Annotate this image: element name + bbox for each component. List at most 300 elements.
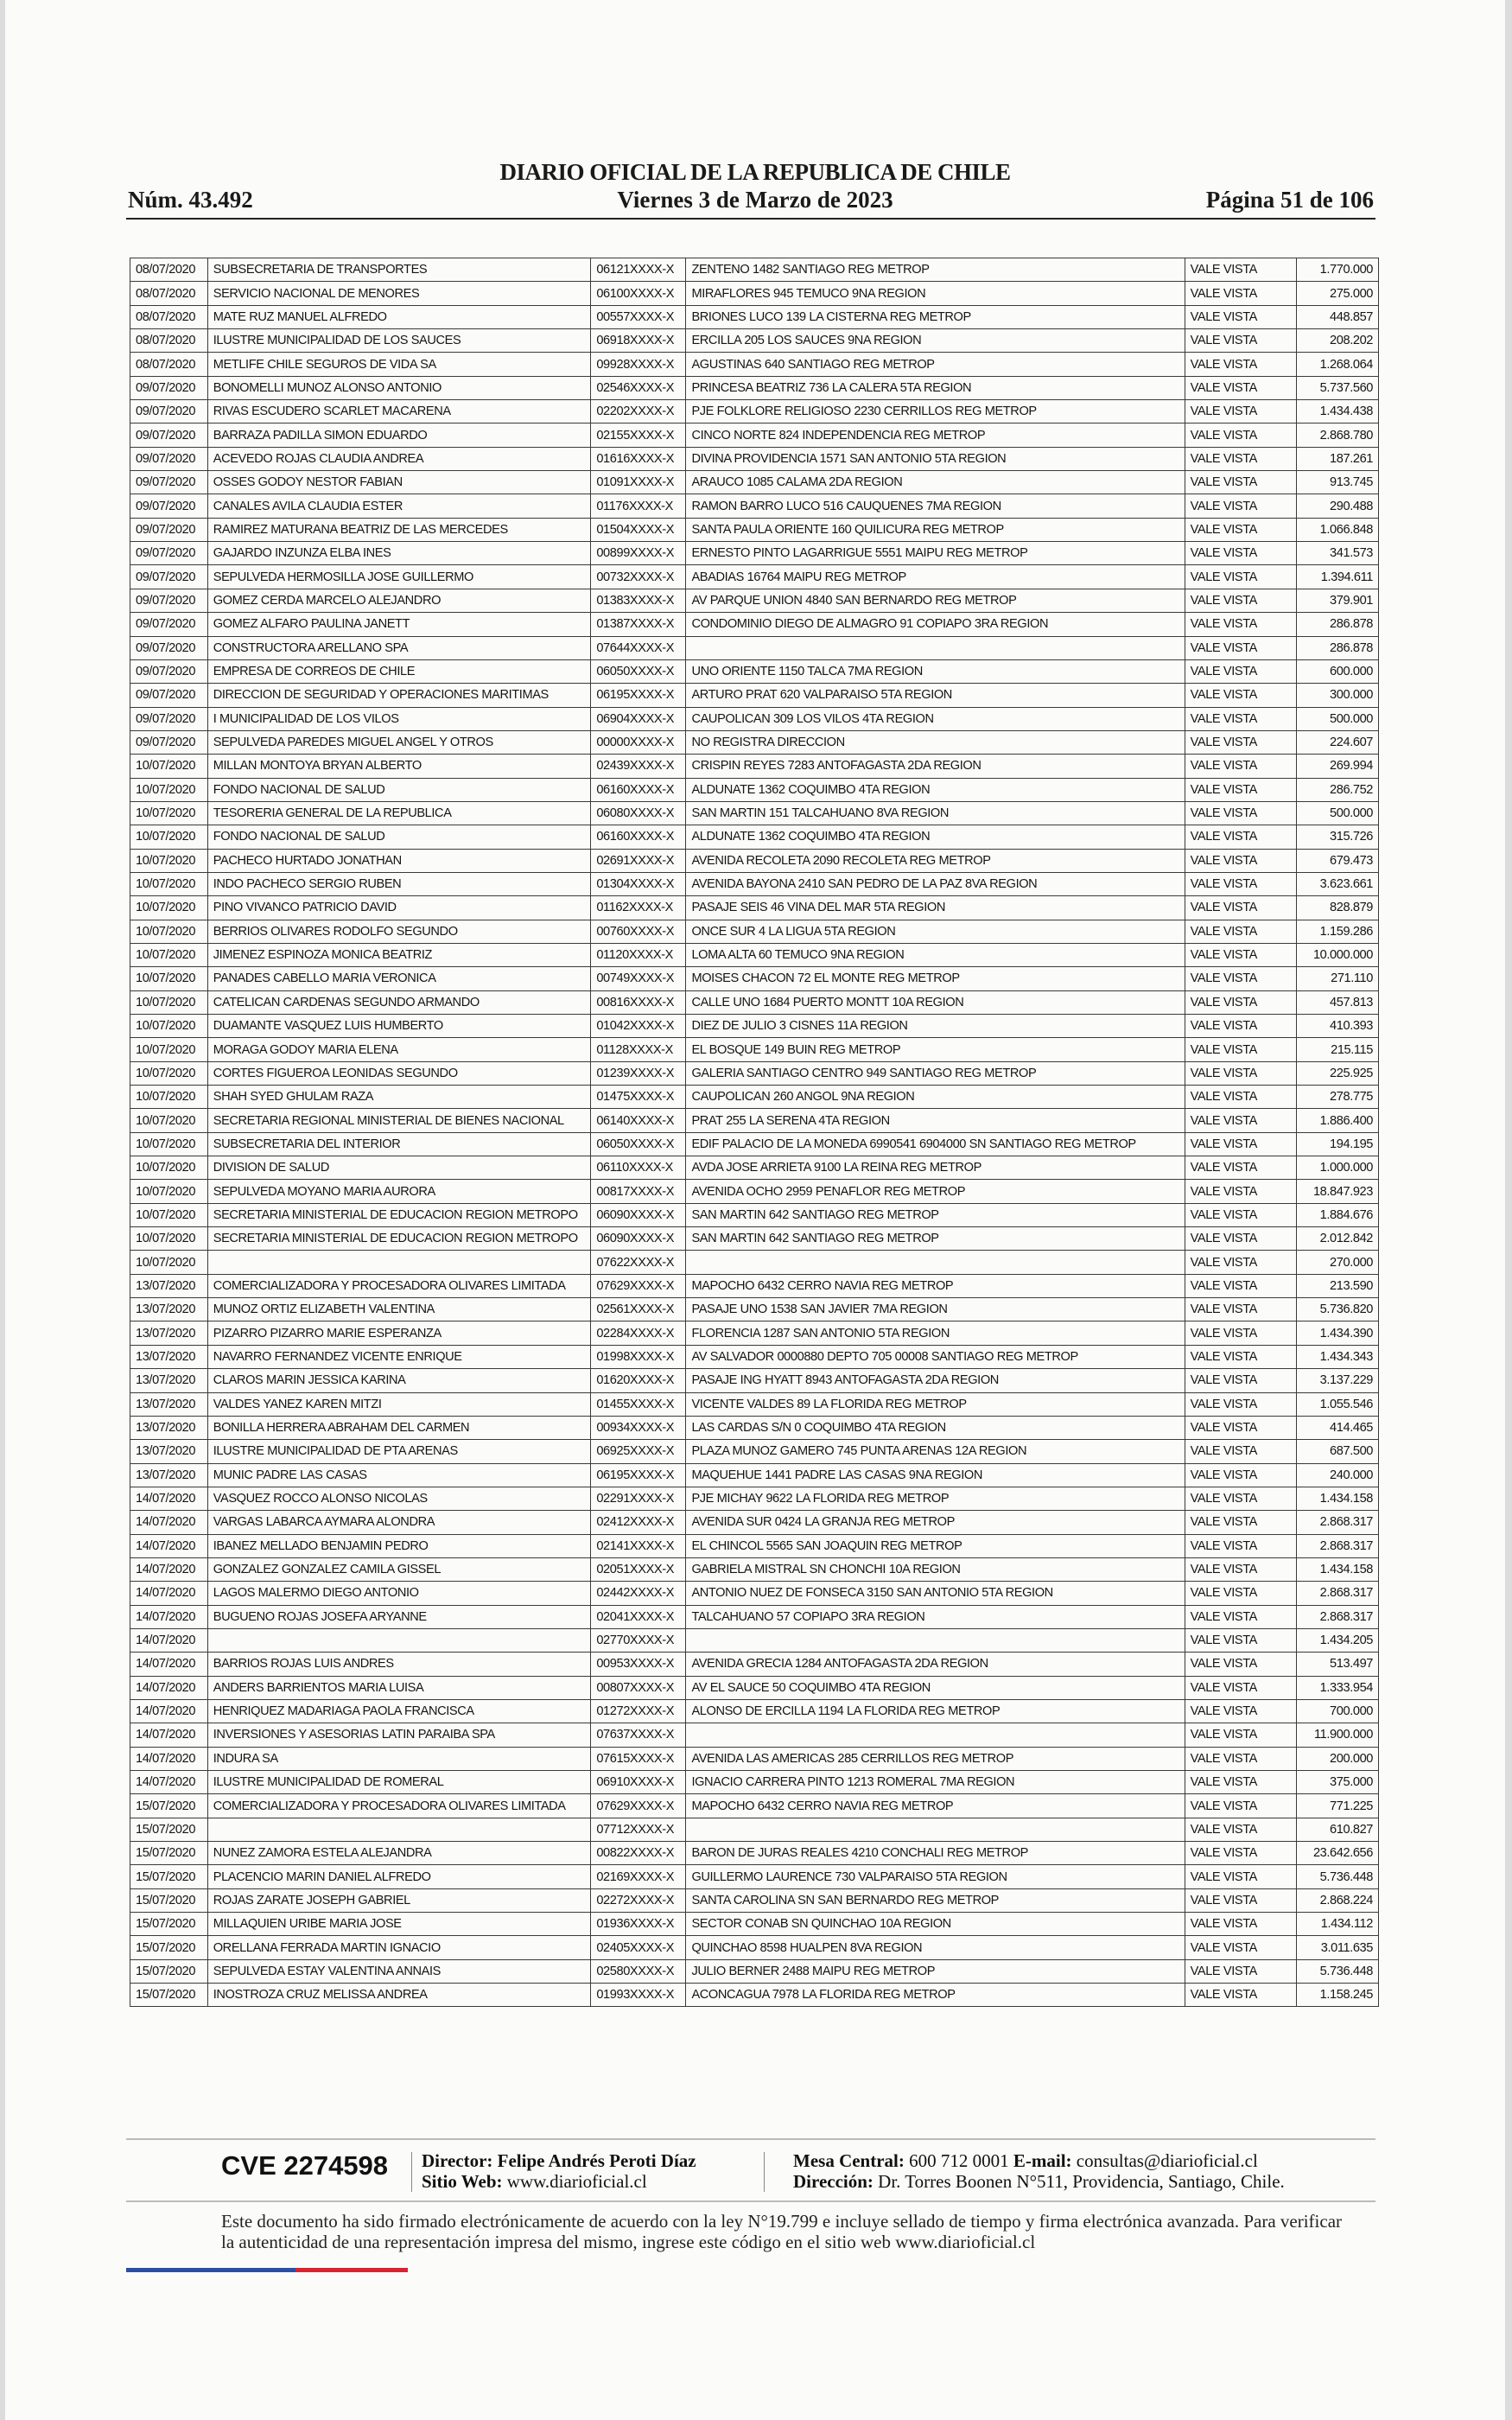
cell-rut: 01162XXXX-X: [591, 896, 686, 920]
cell-payment-type: VALE VISTA: [1185, 1818, 1297, 1841]
table-row: [130, 1086, 1379, 1109]
direccion-label: Dirección:: [793, 2171, 874, 2192]
cell-date: 09/07/2020: [130, 684, 208, 707]
cell-address: ALDUNATE 1362 COQUIMBO 4TA REGION: [686, 778, 1185, 801]
cell-date: 10/07/2020: [130, 1038, 208, 1061]
cell-beneficiary: RIVAS ESCUDERO SCARLET MACARENA: [207, 400, 591, 424]
table-row: [130, 1274, 1379, 1297]
cell-beneficiary: METLIFE CHILE SEGUROS DE VIDA SA: [207, 353, 591, 376]
cell-payment-type: VALE VISTA: [1185, 967, 1297, 990]
cell-address: PRINCESA BEATRIZ 736 LA CALERA 5TA REGION: [686, 376, 1185, 399]
cell-address: TALCAHUANO 57 COPIAPO 3RA REGION: [686, 1605, 1185, 1628]
cell-amount: 194.195: [1297, 1132, 1379, 1156]
cell-payment-type: VALE VISTA: [1185, 1440, 1297, 1463]
cell-payment-type: VALE VISTA: [1185, 329, 1297, 353]
cell-payment-type: VALE VISTA: [1185, 1298, 1297, 1321]
cell-beneficiary: SEPULVEDA HERMOSILLA JOSE GUILLERMO: [207, 565, 591, 589]
cell-beneficiary: BARRIOS ROJAS LUIS ANDRES: [207, 1653, 591, 1676]
cell-beneficiary: SEPULVEDA ESTAY VALENTINA ANNAIS: [207, 1959, 591, 1983]
cell-date: 13/07/2020: [130, 1392, 208, 1416]
cell-date: 13/07/2020: [130, 1345, 208, 1368]
cell-address: ERCILLA 205 LOS SAUCES 9NA REGION: [686, 329, 1185, 353]
cell-payment-type: VALE VISTA: [1185, 990, 1297, 1014]
cell-date: 14/07/2020: [130, 1487, 208, 1510]
cell-address: JULIO BERNER 2488 MAIPU REG METROP: [686, 1959, 1185, 1983]
cell-amount: 1.434.158: [1297, 1557, 1379, 1581]
cell-address: PRAT 255 LA SERENA 4TA REGION: [686, 1109, 1185, 1132]
cell-amount: 5.736.448: [1297, 1865, 1379, 1888]
cell-address: IGNACIO CARRERA PINTO 1213 ROMERAL 7MA REGION: [686, 1771, 1185, 1794]
cell-beneficiary: INVERSIONES Y ASESORIAS LATIN PARAIBA SPA: [207, 1723, 591, 1747]
cell-address: LAS CARDAS S/N 0 COQUIMBO 4TA REGION: [686, 1416, 1185, 1439]
cell-amount: 500.000: [1297, 707, 1379, 730]
cell-beneficiary: ACEVEDO ROJAS CLAUDIA ANDREA: [207, 447, 591, 470]
cell-address: ARAUCO 1085 CALAMA 2DA REGION: [686, 471, 1185, 494]
cell-amount: 5.736.820: [1297, 1298, 1379, 1321]
cell-amount: 5.736.448: [1297, 1959, 1379, 1983]
cell-address: ERNESTO PINTO LAGARRIGUE 5551 MAIPU REG METROP: [686, 542, 1185, 565]
cell-address: AVENIDA LAS AMERICAS 285 CERRILLOS REG METROP: [686, 1747, 1185, 1770]
cell-amount: 3.623.661: [1297, 872, 1379, 895]
cell-rut: 00749XXXX-X: [591, 967, 686, 990]
cell-amount: 2.868.317: [1297, 1511, 1379, 1534]
cell-payment-type: VALE VISTA: [1185, 1345, 1297, 1368]
cell-payment-type: VALE VISTA: [1185, 305, 1297, 328]
cell-date: 15/07/2020: [130, 1936, 208, 1959]
cell-rut: 00817XXXX-X: [591, 1180, 686, 1203]
table-row: [130, 565, 1379, 589]
cell-beneficiary: HENRIQUEZ MADARIAGA PAOLA FRANCISCA: [207, 1699, 591, 1723]
cell-date: 14/07/2020: [130, 1511, 208, 1534]
table-row: [130, 896, 1379, 920]
payments-table-body: [130, 258, 1379, 2007]
cell-address: CINCO NORTE 824 INDEPENDENCIA REG METROP: [686, 424, 1185, 447]
cell-beneficiary: CONSTRUCTORA ARELLANO SPA: [207, 636, 591, 659]
table-row: [130, 258, 1379, 282]
cell-rut: 07629XXXX-X: [591, 1794, 686, 1818]
cell-beneficiary: MUNIC PADRE LAS CASAS: [207, 1463, 591, 1487]
cell-payment-type: VALE VISTA: [1185, 1416, 1297, 1439]
cell-rut: 06195XXXX-X: [591, 684, 686, 707]
web-link[interactable]: www.diarioficial.cl: [506, 2171, 647, 2192]
cell-beneficiary: NAVARRO FERNANDEZ VICENTE ENRIQUE: [207, 1345, 591, 1368]
cell-beneficiary: ROJAS ZARATE JOSEPH GABRIEL: [207, 1888, 591, 1912]
cell-date: 14/07/2020: [130, 1676, 208, 1699]
cell-date: 15/07/2020: [130, 1794, 208, 1818]
cell-rut: 06090XXXX-X: [591, 1227, 686, 1251]
cell-beneficiary: FONDO NACIONAL DE SALUD: [207, 825, 591, 849]
table-row: [130, 1605, 1379, 1628]
cell-date: 10/07/2020: [130, 1156, 208, 1180]
table-row: [130, 1534, 1379, 1557]
mesa-phone: 600 712 0001: [909, 2150, 1009, 2171]
cell-address: GUILLERMO LAURENCE 730 VALPARAISO 5TA REGION: [686, 1865, 1185, 1888]
cell-payment-type: VALE VISTA: [1185, 1251, 1297, 1274]
table-row: [130, 872, 1379, 895]
table-row: [130, 305, 1379, 328]
cell-amount: 18.847.923: [1297, 1180, 1379, 1203]
cell-date: 14/07/2020: [130, 1747, 208, 1770]
cell-date: 14/07/2020: [130, 1534, 208, 1557]
cell-date: 10/07/2020: [130, 778, 208, 801]
cell-rut: 07637XXXX-X: [591, 1723, 686, 1747]
cell-date: 10/07/2020: [130, 1109, 208, 1132]
cell-address: GALERIA SANTIAGO CENTRO 949 SANTIAGO REG METROP: [686, 1061, 1185, 1085]
table-row: [130, 967, 1379, 990]
cell-date: 10/07/2020: [130, 920, 208, 943]
cell-rut: 02051XXXX-X: [591, 1557, 686, 1581]
cell-payment-type: VALE VISTA: [1185, 613, 1297, 636]
cell-rut: 01504XXXX-X: [591, 518, 686, 541]
cell-amount: 2.868.224: [1297, 1888, 1379, 1912]
flag-bar-blue: [126, 2268, 295, 2272]
payments-table-wrapper: [130, 258, 1379, 2083]
cell-date: 14/07/2020: [130, 1582, 208, 1605]
cell-beneficiary: PIZARRO PIZARRO MARIE ESPERANZA: [207, 1321, 591, 1345]
cell-date: 08/07/2020: [130, 305, 208, 328]
cell-date: 10/07/2020: [130, 872, 208, 895]
cell-beneficiary: INOSTROZA CRUZ MELISSA ANDREA: [207, 1984, 591, 2007]
cell-amount: 224.607: [1297, 730, 1379, 754]
cell-date: 10/07/2020: [130, 801, 208, 825]
cell-amount: 1.434.205: [1297, 1628, 1379, 1652]
cell-amount: 271.110: [1297, 967, 1379, 990]
cell-rut: 07615XXXX-X: [591, 1747, 686, 1770]
cell-date: 09/07/2020: [130, 424, 208, 447]
cell-date: 10/07/2020: [130, 1061, 208, 1085]
cell-date: 15/07/2020: [130, 1818, 208, 1841]
cell-date: 13/07/2020: [130, 1440, 208, 1463]
cell-amount: 5.737.560: [1297, 376, 1379, 399]
cell-amount: 10.000.000: [1297, 943, 1379, 966]
cell-beneficiary: [207, 1818, 591, 1841]
cell-beneficiary: CLAROS MARIN JESSICA KARINA: [207, 1369, 591, 1392]
cell-date: 09/07/2020: [130, 730, 208, 754]
cell-amount: 215.115: [1297, 1038, 1379, 1061]
cell-address: EL CHINCOL 5565 SAN JOAQUIN REG METROP: [686, 1534, 1185, 1557]
table-row: [130, 1913, 1379, 1936]
gazette-title: DIARIO OFICIAL DE LA REPUBLICA DE CHILE: [499, 159, 1011, 185]
cell-address: GABRIELA MISTRAL SN CHONCHI 10A REGION: [686, 1557, 1185, 1581]
cell-beneficiary: PINO VIVANCO PATRICIO DAVID: [207, 896, 591, 920]
cell-rut: 07644XXXX-X: [591, 636, 686, 659]
cell-payment-type: VALE VISTA: [1185, 1463, 1297, 1487]
table-row: [130, 1038, 1379, 1061]
cell-beneficiary: SUBSECRETARIA DE TRANSPORTES: [207, 258, 591, 282]
cell-payment-type: VALE VISTA: [1185, 636, 1297, 659]
table-row: [130, 282, 1379, 305]
cell-address: PASAJE SEIS 46 VINA DEL MAR 5TA REGION: [686, 896, 1185, 920]
cell-beneficiary: OSSES GODOY NESTOR FABIAN: [207, 471, 591, 494]
table-row: [130, 1653, 1379, 1676]
table-row: [130, 1888, 1379, 1912]
cell-payment-type: VALE VISTA: [1185, 1274, 1297, 1297]
cell-address: BARON DE JURAS REALES 4210 CONCHALI REG METROP: [686, 1842, 1185, 1865]
cell-address: SAN MARTIN 642 SANTIAGO REG METROP: [686, 1203, 1185, 1226]
cell-beneficiary: FONDO NACIONAL DE SALUD: [207, 778, 591, 801]
table-row: [130, 1227, 1379, 1251]
cell-payment-type: VALE VISTA: [1185, 589, 1297, 612]
cell-address: CAUPOLICAN 260 ANGOL 9NA REGION: [686, 1086, 1185, 1109]
table-row: [130, 1557, 1379, 1581]
cell-beneficiary: DIVISION DE SALUD: [207, 1156, 591, 1180]
cell-payment-type: VALE VISTA: [1185, 1534, 1297, 1557]
cell-payment-type: VALE VISTA: [1185, 353, 1297, 376]
table-row: [130, 1842, 1379, 1865]
cell-address: DIVINA PROVIDENCIA 1571 SAN ANTONIO 5TA REGION: [686, 447, 1185, 470]
cell-rut: 01304XXXX-X: [591, 872, 686, 895]
cell-amount: 771.225: [1297, 1794, 1379, 1818]
cell-amount: 700.000: [1297, 1699, 1379, 1723]
table-row: [130, 1984, 1379, 2007]
cell-rut: 02169XXXX-X: [591, 1865, 686, 1888]
table-row: [130, 1771, 1379, 1794]
mesa-label: Mesa Central:: [793, 2150, 905, 2171]
cell-amount: 410.393: [1297, 1015, 1379, 1038]
cell-address: MAPOCHO 6432 CERRO NAVIA REG METROP: [686, 1274, 1185, 1297]
cell-address: AV EL SAUCE 50 COQUIMBO 4TA REGION: [686, 1676, 1185, 1699]
cell-date: 08/07/2020: [130, 282, 208, 305]
table-row: [130, 1369, 1379, 1392]
cell-address: CALLE UNO 1684 PUERTO MONTT 10A REGION: [686, 990, 1185, 1014]
cell-beneficiary: CORTES FIGUEROA LEONIDAS SEGUNDO: [207, 1061, 591, 1085]
cell-rut: 02412XXXX-X: [591, 1511, 686, 1534]
cell-beneficiary: DIRECCION DE SEGURIDAD Y OPERACIONES MARITIMAS: [207, 684, 591, 707]
table-row: [130, 1818, 1379, 1841]
cell-date: 10/07/2020: [130, 755, 208, 778]
cell-address: ALDUNATE 1362 COQUIMBO 4TA REGION: [686, 825, 1185, 849]
table-row: [130, 1628, 1379, 1652]
table-row: [130, 1251, 1379, 1274]
cell-rut: 06925XXXX-X: [591, 1440, 686, 1463]
cell-amount: 1.000.000: [1297, 1156, 1379, 1180]
cell-payment-type: VALE VISTA: [1185, 1227, 1297, 1251]
cell-address: MOISES CHACON 72 EL MONTE REG METROP: [686, 967, 1185, 990]
cell-amount: 286.878: [1297, 636, 1379, 659]
cell-beneficiary: TESORERIA GENERAL DE LA REPUBLICA: [207, 801, 591, 825]
cell-payment-type: VALE VISTA: [1185, 1842, 1297, 1865]
cell-date: 10/07/2020: [130, 1015, 208, 1038]
cell-date: 10/07/2020: [130, 825, 208, 849]
cell-rut: 00899XXXX-X: [591, 542, 686, 565]
cell-address: QUINCHAO 8598 HUALPEN 8VA REGION: [686, 1936, 1185, 1959]
cell-beneficiary: IBANEZ MELLADO BENJAMIN PEDRO: [207, 1534, 591, 1557]
cell-date: 10/07/2020: [130, 1227, 208, 1251]
cell-rut: 06080XXXX-X: [591, 801, 686, 825]
cell-beneficiary: GOMEZ CERDA MARCELO ALEJANDRO: [207, 589, 591, 612]
cell-payment-type: VALE VISTA: [1185, 565, 1297, 589]
cell-address: AVENIDA BAYONA 2410 SAN PEDRO DE LA PAZ 8VA REGION: [686, 872, 1185, 895]
header-rule: [126, 218, 1375, 220]
cell-payment-type: VALE VISTA: [1185, 258, 1297, 282]
email-link[interactable]: consultas@diarioficial.cl: [1076, 2150, 1258, 2171]
cell-address: [686, 1628, 1185, 1652]
cell-date: 15/07/2020: [130, 1865, 208, 1888]
cell-date: 09/07/2020: [130, 542, 208, 565]
table-row: [130, 1959, 1379, 1983]
table-row: [130, 778, 1379, 801]
cell-rut: 01176XXXX-X: [591, 494, 686, 518]
cell-payment-type: VALE VISTA: [1185, 1061, 1297, 1085]
cell-beneficiary: RAMIREZ MATURANA BEATRIZ DE LAS MERCEDES: [207, 518, 591, 541]
cell-date: 08/07/2020: [130, 353, 208, 376]
table-row: [130, 518, 1379, 541]
cell-payment-type: VALE VISTA: [1185, 1888, 1297, 1912]
cell-beneficiary: [207, 1628, 591, 1652]
cell-amount: 2.012.842: [1297, 1227, 1379, 1251]
cell-address: PASAJE ING HYATT 8943 ANTOFAGASTA 2DA REGION: [686, 1369, 1185, 1392]
table-row: [130, 1345, 1379, 1368]
cell-amount: 1.066.848: [1297, 518, 1379, 541]
cell-address: AVDA JOSE ARRIETA 9100 LA REINA REG METROP: [686, 1156, 1185, 1180]
cell-amount: 1.055.546: [1297, 1392, 1379, 1416]
table-row: [130, 801, 1379, 825]
cell-date: 13/07/2020: [130, 1463, 208, 1487]
cell-date: 10/07/2020: [130, 1086, 208, 1109]
table-row: [130, 353, 1379, 376]
cell-rut: 01128XXXX-X: [591, 1038, 686, 1061]
cell-date: 10/07/2020: [130, 1180, 208, 1203]
cell-amount: 213.590: [1297, 1274, 1379, 1297]
cell-rut: 00807XXXX-X: [591, 1676, 686, 1699]
table-row: [130, 613, 1379, 636]
cell-rut: 06160XXXX-X: [591, 778, 686, 801]
cell-address: ACONCAGUA 7978 LA FLORIDA REG METROP: [686, 1984, 1185, 2007]
cell-payment-type: VALE VISTA: [1185, 707, 1297, 730]
cell-address: SANTA PAULA ORIENTE 160 QUILICURA REG METROP: [686, 518, 1185, 541]
cell-address: FLORENCIA 1287 SAN ANTONIO 5TA REGION: [686, 1321, 1185, 1345]
table-row: [130, 1699, 1379, 1723]
cell-amount: 341.573: [1297, 542, 1379, 565]
cell-beneficiary: INDURA SA: [207, 1747, 591, 1770]
cell-amount: 275.000: [1297, 282, 1379, 305]
cell-beneficiary: I MUNICIPALIDAD DE LOS VILOS: [207, 707, 591, 730]
cell-payment-type: VALE VISTA: [1185, 849, 1297, 872]
cell-amount: 828.879: [1297, 896, 1379, 920]
cell-date: 09/07/2020: [130, 636, 208, 659]
cell-payment-type: VALE VISTA: [1185, 1653, 1297, 1676]
table-row: [130, 1463, 1379, 1487]
cell-date: 14/07/2020: [130, 1723, 208, 1747]
table-row: [130, 1392, 1379, 1416]
cell-rut: 01387XXXX-X: [591, 613, 686, 636]
cell-rut: 01239XXXX-X: [591, 1061, 686, 1085]
cell-amount: 457.813: [1297, 990, 1379, 1014]
cell-amount: 2.868.317: [1297, 1605, 1379, 1628]
cell-payment-type: VALE VISTA: [1185, 1511, 1297, 1534]
page-indicator: Página 51 de 106: [1205, 187, 1374, 213]
cell-beneficiary: INDO PACHECO SERGIO RUBEN: [207, 872, 591, 895]
cell-rut: 01998XXXX-X: [591, 1345, 686, 1368]
cell-rut: 09928XXXX-X: [591, 353, 686, 376]
cell-address: AVENIDA GRECIA 1284 ANTOFAGASTA 2DA REGION: [686, 1653, 1185, 1676]
issue-date: Viernes 3 de Marzo de 2023: [617, 187, 893, 213]
cell-payment-type: VALE VISTA: [1185, 801, 1297, 825]
cell-amount: 1.394.611: [1297, 565, 1379, 589]
cell-beneficiary: BERRIOS OLIVARES RODOLFO SEGUNDO: [207, 920, 591, 943]
cell-rut: 01616XXXX-X: [591, 447, 686, 470]
table-row: [130, 943, 1379, 966]
cell-payment-type: VALE VISTA: [1185, 943, 1297, 966]
cell-payment-type: VALE VISTA: [1185, 1771, 1297, 1794]
cell-date: 09/07/2020: [130, 707, 208, 730]
cell-rut: 01042XXXX-X: [591, 1015, 686, 1038]
table-row: [130, 1180, 1379, 1203]
cell-payment-type: VALE VISTA: [1185, 376, 1297, 399]
cell-amount: 1.434.158: [1297, 1487, 1379, 1510]
table-row: [130, 1298, 1379, 1321]
cell-rut: 06050XXXX-X: [591, 1132, 686, 1156]
cell-date: 14/07/2020: [130, 1628, 208, 1652]
table-row: [130, 730, 1379, 754]
cell-date: 15/07/2020: [130, 1913, 208, 1936]
cell-payment-type: VALE VISTA: [1185, 1913, 1297, 1936]
table-row: [130, 376, 1379, 399]
cell-payment-type: VALE VISTA: [1185, 684, 1297, 707]
table-row: [130, 1676, 1379, 1699]
cell-address: VICENTE VALDES 89 LA FLORIDA REG METROP: [686, 1392, 1185, 1416]
document-page: [5, 0, 1505, 2420]
cell-rut: 02291XXXX-X: [591, 1487, 686, 1510]
cell-payment-type: VALE VISTA: [1185, 1723, 1297, 1747]
cell-beneficiary: [207, 1251, 591, 1274]
cell-beneficiary: DUAMANTE VASQUEZ LUIS HUMBERTO: [207, 1015, 591, 1038]
cell-payment-type: VALE VISTA: [1185, 1156, 1297, 1180]
cell-address: AV SALVADOR 0000880 DEPTO 705 00008 SANTIAGO REG METROP: [686, 1345, 1185, 1368]
cell-rut: 06121XXXX-X: [591, 258, 686, 282]
cell-date: 10/07/2020: [130, 896, 208, 920]
cell-address: ANTONIO NUEZ DE FONSECA 3150 SAN ANTONIO 5TA REGION: [686, 1582, 1185, 1605]
cell-rut: 02442XXXX-X: [591, 1582, 686, 1605]
director-name: Felipe Andrés Peroti Díaz: [497, 2150, 696, 2171]
cell-amount: 270.000: [1297, 1251, 1379, 1274]
cell-rut: 06195XXXX-X: [591, 1463, 686, 1487]
cell-date: 10/07/2020: [130, 990, 208, 1014]
cell-amount: 500.000: [1297, 801, 1379, 825]
cell-address: RAMON BARRO LUCO 516 CAUQUENES 7MA REGION: [686, 494, 1185, 518]
cell-rut: 02561XXXX-X: [591, 1298, 686, 1321]
cell-date: 13/07/2020: [130, 1274, 208, 1297]
table-row: [130, 920, 1379, 943]
cell-payment-type: VALE VISTA: [1185, 659, 1297, 683]
cell-payment-type: VALE VISTA: [1185, 1015, 1297, 1038]
cell-date: 14/07/2020: [130, 1605, 208, 1628]
cell-beneficiary: SECRETARIA MINISTERIAL DE EDUCACION REGION METROPO: [207, 1203, 591, 1226]
cell-rut: 07622XXXX-X: [591, 1251, 686, 1274]
cell-date: 09/07/2020: [130, 494, 208, 518]
cell-amount: 269.994: [1297, 755, 1379, 778]
cell-rut: 00557XXXX-X: [591, 305, 686, 328]
cell-beneficiary: MATE RUZ MANUEL ALFREDO: [207, 305, 591, 328]
cell-amount: 1.158.245: [1297, 1984, 1379, 2007]
cell-rut: 01620XXXX-X: [591, 1369, 686, 1392]
cell-address: EL BOSQUE 149 BUIN REG METROP: [686, 1038, 1185, 1061]
cell-amount: 679.473: [1297, 849, 1379, 872]
table-row: [130, 1723, 1379, 1747]
cell-payment-type: VALE VISTA: [1185, 755, 1297, 778]
cell-amount: 448.857: [1297, 305, 1379, 328]
cell-rut: 06904XXXX-X: [591, 707, 686, 730]
cell-address: AVENIDA OCHO 2959 PENAFLOR REG METROP: [686, 1180, 1185, 1203]
table-row: [130, 471, 1379, 494]
cell-rut: 02770XXXX-X: [591, 1628, 686, 1652]
issue-number: Núm. 43.492: [128, 187, 253, 213]
cell-amount: 200.000: [1297, 1747, 1379, 1770]
cell-payment-type: VALE VISTA: [1185, 1203, 1297, 1226]
cell-rut: 01455XXXX-X: [591, 1392, 686, 1416]
cell-date: 13/07/2020: [130, 1298, 208, 1321]
cell-payment-type: VALE VISTA: [1185, 1132, 1297, 1156]
